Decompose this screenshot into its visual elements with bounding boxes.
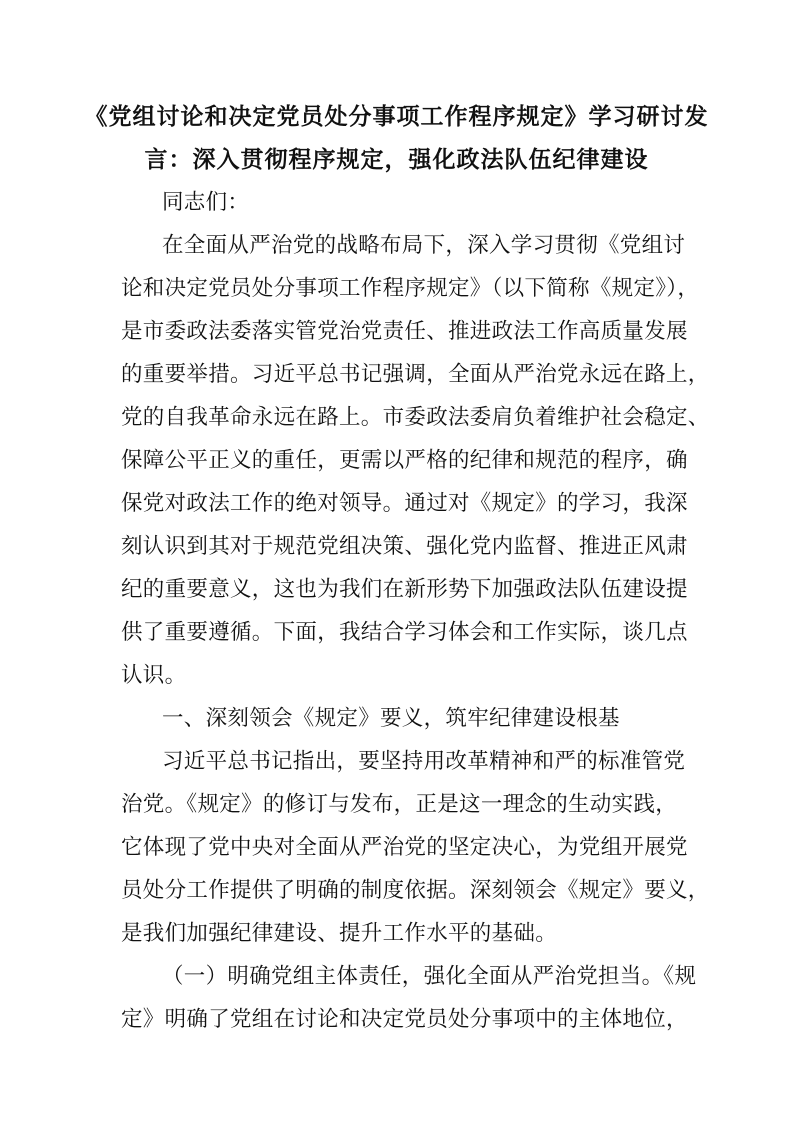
body-line: 定》明确了党组在讨论和决定党员处分事项中的主体地位， <box>121 1007 688 1032</box>
salutation: 同志们： <box>162 190 250 215</box>
section-heading: 一、深刻领会《规定》要义，筑牢纪律建设根基 <box>162 706 620 731</box>
body-line: 纪的重要意义，这也为我们在新形势下加强政法队伍建设提 <box>121 577 688 602</box>
body-line: 员处分工作提供了明确的制度依据。深刻领会《规定》要义， <box>121 878 710 903</box>
body-line: 认识。 <box>121 663 187 688</box>
body-line: 刻认识到其对于规范党组决策、强化党内监督、推进正风肃 <box>121 534 688 559</box>
body-line: 保障公平正义的重任，更需以严格的纪律和规范的程序，确 <box>121 448 688 473</box>
body-line: 在全面从严治党的战略布局下，深入学习贯彻《党组讨 <box>162 233 686 258</box>
body-line: 论和决定党员处分事项工作程序规定》（以下简称《规定》）， <box>121 276 700 301</box>
body-line: 党的自我革命永远在路上。市委政法委肩负着维护社会稳定、 <box>121 405 710 430</box>
body-line: 习近平总书记指出，要坚持用改革精神和严的标准管党 <box>162 749 686 774</box>
subsection-line: （一）明确党组主体责任，强化全面从严治党担当。《规 <box>162 964 697 989</box>
body-line: 它体现了党中央对全面从严治党的坚定决心，为党组开展党 <box>121 835 688 860</box>
body-line: 是我们加强纪律建设、提升工作水平的基础。 <box>121 921 558 946</box>
body-line: 的重要举措。习近平总书记强调，全面从严治党永远在路上， <box>121 362 710 387</box>
body-line: 治党。《规定》的修订与发布，正是这一理念的生动实践， <box>121 792 678 817</box>
body-line: 是市委政法委落实管党治党责任、推进政法工作高质量发展 <box>121 319 688 344</box>
document-title-line-1: 《党组讨论和决定党员处分事项工作程序规定》学习研讨发 <box>84 103 709 130</box>
body-line: 保党对政法工作的绝对领导。通过对《规定》的学习，我深 <box>121 491 688 516</box>
body-line: 供了重要遵循。下面，我结合学习体会和工作实际，谈几点 <box>121 620 688 645</box>
document-title-line-2: 言：深入贯彻程序规定，强化政法队伍纪律建设 <box>144 146 649 173</box>
